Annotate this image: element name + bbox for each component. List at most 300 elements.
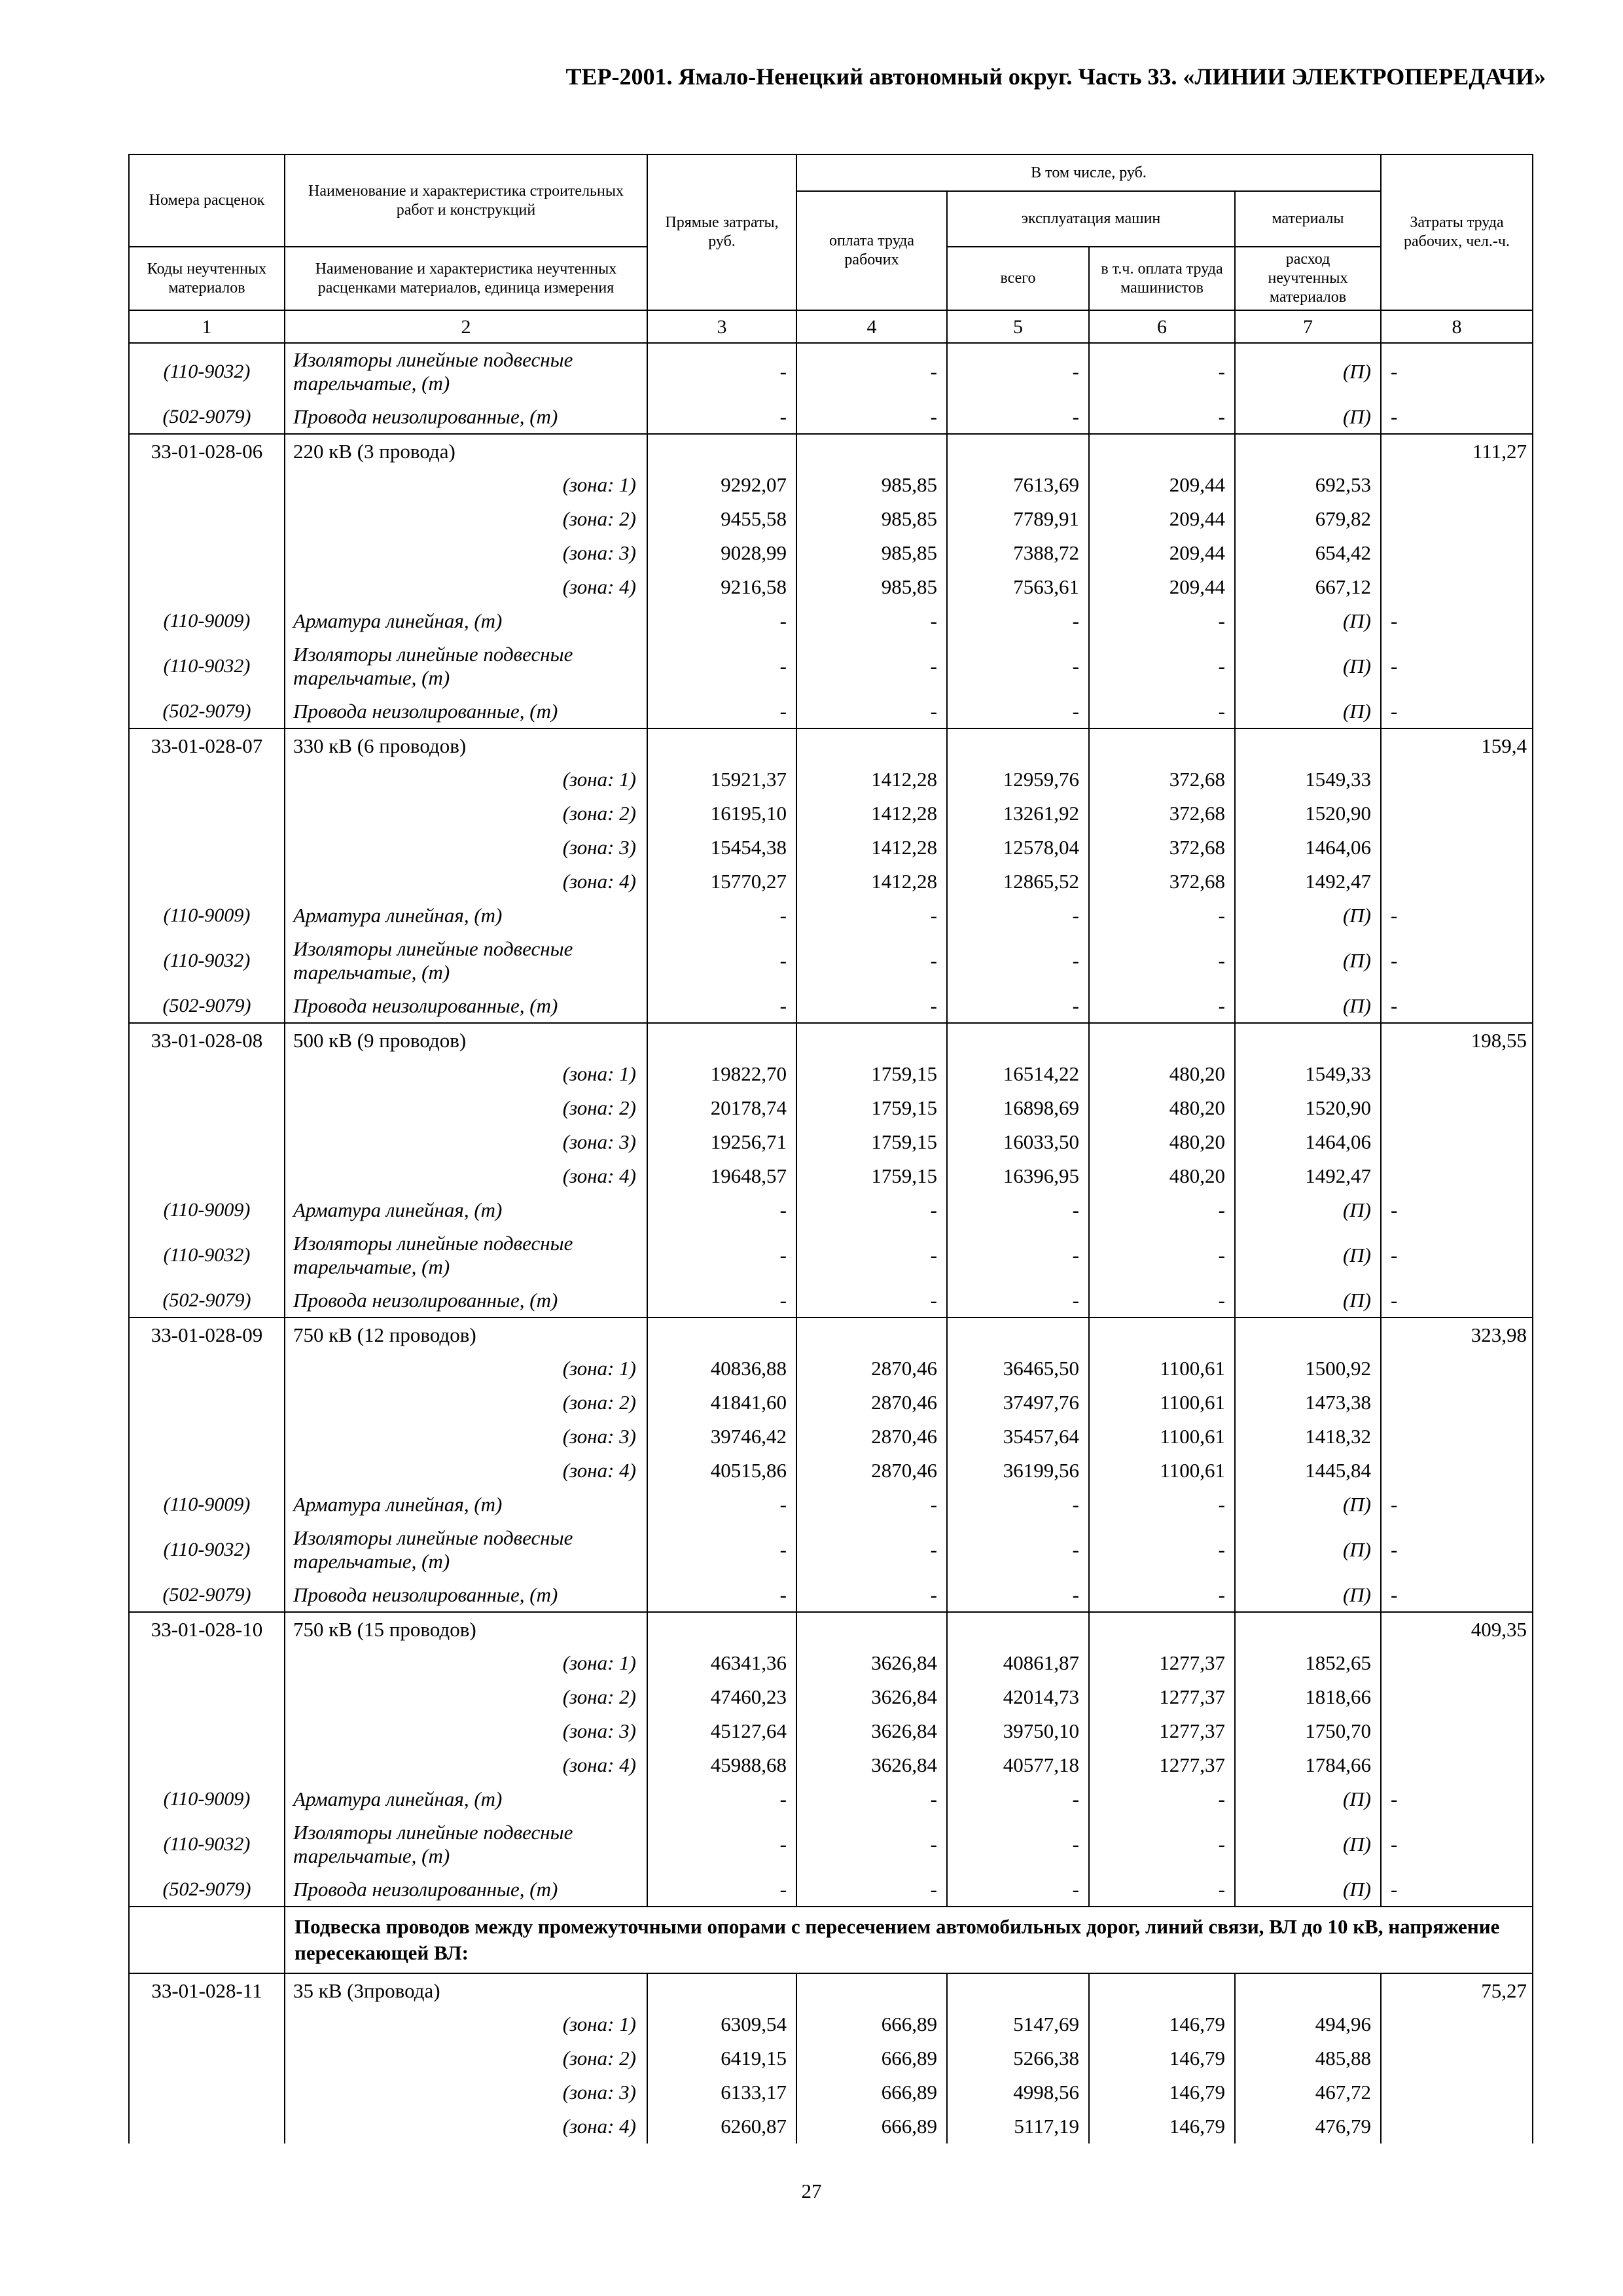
value-cell: 476,79 bbox=[1235, 2109, 1381, 2144]
zone-row bbox=[129, 570, 1533, 604]
material-description: Провода неизолированные, (т) bbox=[285, 1873, 647, 1907]
labor-hours-empty bbox=[1381, 1057, 1533, 1091]
value-cell: 1520,90 bbox=[1235, 797, 1381, 831]
dash-cell: - bbox=[647, 1522, 796, 1578]
section-title: Подвеска проводов между промежуточными опорами с пересечением автомобильных дорог, линий связи, ВЛ до 10 кВ, напряжение пересекающей ВЛ: bbox=[285, 1907, 1533, 1973]
material-row bbox=[129, 1193, 1533, 1227]
value-cell: 1100,61 bbox=[1089, 1352, 1235, 1386]
zone-label: (зона: 3) bbox=[285, 2075, 647, 2109]
labor-hours-empty bbox=[1381, 2007, 1533, 2041]
value-cell: 1464,06 bbox=[1235, 1125, 1381, 1159]
dash-cell: - bbox=[647, 1816, 796, 1873]
header-work-description: Наименование и характеристика строительных работ и конструкций bbox=[285, 154, 647, 247]
value-cell: 37497,76 bbox=[947, 1386, 1089, 1420]
value-cell: 1418,32 bbox=[1235, 1420, 1381, 1454]
dash-cell: - bbox=[1089, 1578, 1235, 1612]
value-cell-empty bbox=[1089, 1612, 1235, 1646]
zone-label: (зона: 1) bbox=[285, 1057, 647, 1091]
value-cell: 1464,06 bbox=[1235, 831, 1381, 865]
value-cell-empty bbox=[947, 1318, 1089, 1352]
zone-row bbox=[129, 1420, 1533, 1454]
rate-code: 33-01-028-09 bbox=[129, 1318, 285, 1352]
dash-cell: - bbox=[796, 638, 947, 694]
page-number: 27 bbox=[801, 2179, 822, 2202]
value-cell-empty bbox=[647, 1612, 796, 1646]
value-cell: 39746,42 bbox=[647, 1420, 796, 1454]
code-cell-empty bbox=[129, 1352, 285, 1386]
section-header-row bbox=[129, 1907, 1533, 1973]
dash-cell: - bbox=[1381, 933, 1533, 989]
zone-row bbox=[129, 865, 1533, 899]
dash-cell: - bbox=[1089, 1193, 1235, 1227]
value-cell: 40577,18 bbox=[947, 1748, 1089, 1782]
value-cell: 985,85 bbox=[796, 502, 947, 536]
rate-row bbox=[129, 434, 1533, 468]
material-code: (110-9009) bbox=[129, 1782, 285, 1816]
p-marker: (П) bbox=[1235, 899, 1381, 933]
value-cell: 16514,22 bbox=[947, 1057, 1089, 1091]
material-row bbox=[129, 1578, 1533, 1612]
rate-description: 220 кВ (3 провода) bbox=[285, 434, 647, 468]
dash-cell: - bbox=[1089, 694, 1235, 728]
rate-row bbox=[129, 1023, 1533, 1057]
dash-cell: - bbox=[1089, 989, 1235, 1023]
code-cell-empty bbox=[129, 1714, 285, 1748]
code-cell-empty bbox=[129, 502, 285, 536]
value-cell: 7388,72 bbox=[947, 536, 1089, 570]
value-cell: 7789,91 bbox=[947, 502, 1089, 536]
value-cell: 3626,84 bbox=[796, 1646, 947, 1680]
code-cell-empty bbox=[129, 2041, 285, 2075]
labor-hours-value: 111,27 bbox=[1381, 434, 1533, 468]
labor-hours-empty bbox=[1381, 2041, 1533, 2075]
labor-hours-empty bbox=[1381, 1125, 1533, 1159]
header-machines-total: всего bbox=[947, 247, 1089, 310]
dash-cell: - bbox=[947, 899, 1089, 933]
value-cell: 5266,38 bbox=[947, 2041, 1089, 2075]
value-cell-empty bbox=[647, 1023, 796, 1057]
value-cell: 1784,66 bbox=[1235, 1748, 1381, 1782]
dash-cell: - bbox=[796, 604, 947, 638]
value-cell: 5117,19 bbox=[947, 2109, 1089, 2144]
value-cell: 45988,68 bbox=[647, 1748, 796, 1782]
value-cell: 40836,88 bbox=[647, 1352, 796, 1386]
dash-cell: - bbox=[947, 1578, 1089, 1612]
code-cell-empty bbox=[129, 1091, 285, 1125]
labor-hours-empty bbox=[1381, 1714, 1533, 1748]
value-cell: 372,68 bbox=[1089, 865, 1235, 899]
dash-cell: - bbox=[647, 899, 796, 933]
value-cell-empty bbox=[796, 1612, 947, 1646]
zone-label: (зона: 4) bbox=[285, 570, 647, 604]
header-machinists-pay: в т.ч. оплата труда машинистов bbox=[1089, 247, 1235, 310]
value-cell: 3626,84 bbox=[796, 1680, 947, 1714]
value-cell: 1759,15 bbox=[796, 1057, 947, 1091]
material-description: Провода неизолированные, (т) bbox=[285, 1283, 647, 1318]
value-cell-empty bbox=[1089, 728, 1235, 762]
material-code: (110-9032) bbox=[129, 638, 285, 694]
dash-cell: - bbox=[1089, 1873, 1235, 1907]
value-cell-empty bbox=[796, 1023, 947, 1057]
value-cell-empty bbox=[1235, 1318, 1381, 1352]
dash-cell: - bbox=[796, 1522, 947, 1578]
material-description: Провода неизолированные, (т) bbox=[285, 1578, 647, 1612]
zone-label: (зона: 1) bbox=[285, 1646, 647, 1680]
dash-cell: - bbox=[796, 1193, 947, 1227]
labor-hours-empty bbox=[1381, 797, 1533, 831]
value-cell: 12578,04 bbox=[947, 831, 1089, 865]
value-cell: 209,44 bbox=[1089, 468, 1235, 502]
dash-cell: - bbox=[1381, 400, 1533, 434]
code-cell-empty bbox=[129, 865, 285, 899]
dash-cell: - bbox=[647, 989, 796, 1023]
value-cell: 6260,87 bbox=[647, 2109, 796, 2144]
rate-code: 33-01-028-08 bbox=[129, 1023, 285, 1057]
rate-row bbox=[129, 1612, 1533, 1646]
header-labor-costs: Затраты труда рабочих, чел.-ч. bbox=[1381, 154, 1533, 310]
value-cell: 372,68 bbox=[1089, 831, 1235, 865]
material-code: (502-9079) bbox=[129, 400, 285, 434]
rate-code: 33-01-028-11 bbox=[129, 1973, 285, 2007]
value-cell: 209,44 bbox=[1089, 536, 1235, 570]
rate-row bbox=[129, 1318, 1533, 1352]
rate-description: 500 кВ (9 проводов) bbox=[285, 1023, 647, 1057]
value-cell: 47460,23 bbox=[647, 1680, 796, 1714]
value-cell: 480,20 bbox=[1089, 1159, 1235, 1193]
zone-label: (зона: 4) bbox=[285, 2109, 647, 2144]
dash-cell: - bbox=[1381, 604, 1533, 638]
code-cell-empty bbox=[129, 797, 285, 831]
p-marker: (П) bbox=[1235, 343, 1381, 400]
labor-hours-empty bbox=[1381, 570, 1533, 604]
value-cell: 985,85 bbox=[796, 536, 947, 570]
p-marker: (П) bbox=[1235, 1227, 1381, 1283]
value-cell-empty bbox=[796, 1973, 947, 2007]
material-description: Изоляторы линейные подвесные тарельчатые, (т) bbox=[285, 1227, 647, 1283]
zone-label: (зона: 1) bbox=[285, 468, 647, 502]
zone-label: (зона: 2) bbox=[285, 1680, 647, 1714]
value-cell: 985,85 bbox=[796, 570, 947, 604]
material-row bbox=[129, 1816, 1533, 1873]
value-cell-empty bbox=[796, 434, 947, 468]
labor-hours-empty bbox=[1381, 1091, 1533, 1125]
dash-cell: - bbox=[647, 343, 796, 400]
code-cell-empty bbox=[129, 1057, 285, 1091]
value-cell: 19822,70 bbox=[647, 1057, 796, 1091]
p-marker: (П) bbox=[1235, 400, 1381, 434]
material-description: Изоляторы линейные подвесные тарельчатые, (т) bbox=[285, 1816, 647, 1873]
value-cell-empty bbox=[947, 728, 1089, 762]
zone-row bbox=[129, 1454, 1533, 1488]
zone-row bbox=[129, 1091, 1533, 1125]
value-cell: 146,79 bbox=[1089, 2041, 1235, 2075]
value-cell: 480,20 bbox=[1089, 1125, 1235, 1159]
code-cell-empty bbox=[129, 762, 285, 797]
page-header: ТЕР-2001. Ямало-Ненецкий автономный округ. Часть 33. «ЛИНИИ ЭЛЕКТРОПЕРЕДАЧИ» bbox=[565, 63, 1546, 90]
material-code: (110-9032) bbox=[129, 933, 285, 989]
p-marker: (П) bbox=[1235, 1283, 1381, 1318]
header-workers-pay: оплата труда рабочих bbox=[796, 191, 947, 310]
p-marker: (П) bbox=[1235, 1816, 1381, 1873]
dash-cell: - bbox=[647, 400, 796, 434]
value-cell-empty bbox=[1089, 434, 1235, 468]
p-marker: (П) bbox=[1235, 1522, 1381, 1578]
dash-cell: - bbox=[947, 604, 1089, 638]
value-cell: 1277,37 bbox=[1089, 1714, 1235, 1748]
value-cell-empty bbox=[1235, 434, 1381, 468]
value-cell-empty bbox=[647, 1973, 796, 2007]
zone-row bbox=[129, 1057, 1533, 1091]
value-cell: 666,89 bbox=[796, 2041, 947, 2075]
value-cell: 15454,38 bbox=[647, 831, 796, 865]
zone-label: (зона: 4) bbox=[285, 865, 647, 899]
value-cell: 3626,84 bbox=[796, 1748, 947, 1782]
labor-hours-empty bbox=[1381, 2075, 1533, 2109]
material-row bbox=[129, 1522, 1533, 1578]
material-description: Изоляторы линейные подвесные тарельчатые, (т) bbox=[285, 933, 647, 989]
material-code: (502-9079) bbox=[129, 1283, 285, 1318]
code-cell-empty bbox=[129, 1159, 285, 1193]
rate-table bbox=[128, 154, 1533, 2144]
p-marker: (П) bbox=[1235, 1873, 1381, 1907]
value-cell: 12865,52 bbox=[947, 865, 1089, 899]
labor-hours-value: 159,4 bbox=[1381, 728, 1533, 762]
value-cell: 2870,46 bbox=[796, 1454, 947, 1488]
material-row bbox=[129, 1227, 1533, 1283]
material-code: (110-9009) bbox=[129, 1488, 285, 1522]
material-description: Арматура линейная, (т) bbox=[285, 604, 647, 638]
code-cell-empty bbox=[129, 1125, 285, 1159]
value-cell: 485,88 bbox=[1235, 2041, 1381, 2075]
dash-cell: - bbox=[947, 989, 1089, 1023]
dash-cell: - bbox=[796, 899, 947, 933]
zone-row bbox=[129, 1386, 1533, 1420]
dash-cell: - bbox=[647, 1578, 796, 1612]
labor-hours-value: 75,27 bbox=[1381, 1973, 1533, 2007]
value-cell: 1549,33 bbox=[1235, 1057, 1381, 1091]
rate-table-body bbox=[129, 343, 1533, 2144]
dash-cell: - bbox=[1089, 933, 1235, 989]
zone-row bbox=[129, 797, 1533, 831]
dash-cell: - bbox=[1381, 899, 1533, 933]
p-marker: (П) bbox=[1235, 933, 1381, 989]
header-material-description: Наименование и характеристика неучтенных расценками материалов, единица измерения bbox=[285, 247, 647, 310]
value-cell-empty bbox=[796, 728, 947, 762]
dash-cell: - bbox=[1089, 1782, 1235, 1816]
value-cell: 6133,17 bbox=[647, 2075, 796, 2109]
value-cell: 36199,56 bbox=[947, 1454, 1089, 1488]
code-cell-empty bbox=[129, 536, 285, 570]
dash-cell: - bbox=[1089, 1227, 1235, 1283]
rate-row bbox=[129, 728, 1533, 762]
code-cell-empty bbox=[129, 2075, 285, 2109]
value-cell: 20178,74 bbox=[647, 1091, 796, 1125]
table-header bbox=[129, 154, 1533, 343]
dash-cell: - bbox=[1381, 1283, 1533, 1318]
material-row bbox=[129, 1488, 1533, 1522]
dash-cell: - bbox=[796, 1488, 947, 1522]
zone-label: (зона: 3) bbox=[285, 831, 647, 865]
dash-cell: - bbox=[1381, 1816, 1533, 1873]
rate-code: 33-01-028-10 bbox=[129, 1612, 285, 1646]
value-cell: 654,42 bbox=[1235, 536, 1381, 570]
dash-cell: - bbox=[796, 400, 947, 434]
zone-label: (зона: 2) bbox=[285, 2041, 647, 2075]
code-cell-empty bbox=[129, 468, 285, 502]
dash-cell: - bbox=[796, 933, 947, 989]
dash-cell: - bbox=[1089, 1522, 1235, 1578]
zone-label: (зона: 4) bbox=[285, 1748, 647, 1782]
value-cell: 16195,10 bbox=[647, 797, 796, 831]
column-number: 2 bbox=[285, 310, 647, 343]
value-cell: 19648,57 bbox=[647, 1159, 796, 1193]
material-row bbox=[129, 694, 1533, 728]
dash-cell: - bbox=[947, 343, 1089, 400]
value-cell: 146,79 bbox=[1089, 2007, 1235, 2041]
value-cell: 6309,54 bbox=[647, 2007, 796, 2041]
material-row bbox=[129, 604, 1533, 638]
value-cell: 45127,64 bbox=[647, 1714, 796, 1748]
dash-cell: - bbox=[1089, 1816, 1235, 1873]
value-cell-empty bbox=[1235, 1973, 1381, 2007]
material-row bbox=[129, 400, 1533, 434]
material-description: Арматура линейная, (т) bbox=[285, 1488, 647, 1522]
value-cell: 467,72 bbox=[1235, 2075, 1381, 2109]
header-including: В том числе, руб. bbox=[796, 154, 1381, 191]
dash-cell: - bbox=[647, 1227, 796, 1283]
labor-hours-empty bbox=[1381, 865, 1533, 899]
labor-hours-value: 323,98 bbox=[1381, 1318, 1533, 1352]
dash-cell: - bbox=[947, 1522, 1089, 1578]
labor-hours-value: 198,55 bbox=[1381, 1023, 1533, 1057]
zone-label: (зона: 1) bbox=[285, 2007, 647, 2041]
dash-cell: - bbox=[947, 1782, 1089, 1816]
material-description: Изоляторы линейные подвесные тарельчатые, (т) bbox=[285, 638, 647, 694]
p-marker: (П) bbox=[1235, 1782, 1381, 1816]
code-cell-empty bbox=[129, 1680, 285, 1714]
header-materials: материалы bbox=[1235, 191, 1381, 247]
dash-cell: - bbox=[947, 400, 1089, 434]
p-marker: (П) bbox=[1235, 604, 1381, 638]
dash-cell: - bbox=[796, 1782, 947, 1816]
value-cell-empty bbox=[796, 1318, 947, 1352]
code-cell-empty bbox=[129, 2109, 285, 2144]
header-row-1 bbox=[129, 154, 1533, 191]
dash-cell: - bbox=[647, 1283, 796, 1318]
value-cell-empty bbox=[1235, 1023, 1381, 1057]
dash-cell: - bbox=[647, 1193, 796, 1227]
dash-cell: - bbox=[1381, 1522, 1533, 1578]
zone-label: (зона: 2) bbox=[285, 797, 647, 831]
value-cell: 35457,64 bbox=[947, 1420, 1089, 1454]
zone-row bbox=[129, 1646, 1533, 1680]
header-direct-costs: Прямые затраты, руб. bbox=[647, 154, 796, 310]
dash-cell: - bbox=[647, 604, 796, 638]
value-cell-empty bbox=[1089, 1318, 1235, 1352]
dash-cell: - bbox=[647, 1488, 796, 1522]
dash-cell: - bbox=[1381, 694, 1533, 728]
column-number: 4 bbox=[796, 310, 947, 343]
material-code: (110-9009) bbox=[129, 1193, 285, 1227]
value-cell: 209,44 bbox=[1089, 570, 1235, 604]
value-cell: 13261,92 bbox=[947, 797, 1089, 831]
zone-label: (зона: 2) bbox=[285, 1091, 647, 1125]
dash-cell: - bbox=[947, 1488, 1089, 1522]
labor-hours-value: 409,35 bbox=[1381, 1612, 1533, 1646]
dash-cell: - bbox=[947, 638, 1089, 694]
header-machines: эксплуатация машин bbox=[947, 191, 1235, 247]
zone-label: (зона: 1) bbox=[285, 1352, 647, 1386]
value-cell: 1412,28 bbox=[796, 797, 947, 831]
dash-cell: - bbox=[1089, 899, 1235, 933]
p-marker: (П) bbox=[1235, 1193, 1381, 1227]
material-code: (502-9079) bbox=[129, 1873, 285, 1907]
material-description: Арматура линейная, (т) bbox=[285, 1782, 647, 1816]
dash-cell: - bbox=[1089, 604, 1235, 638]
header-rate-numbers: Номера расценок bbox=[129, 154, 285, 247]
dash-cell: - bbox=[1381, 1193, 1533, 1227]
value-cell-empty bbox=[647, 1318, 796, 1352]
code-cell-empty bbox=[129, 1420, 285, 1454]
value-cell: 4998,56 bbox=[947, 2075, 1089, 2109]
labor-hours-empty bbox=[1381, 1454, 1533, 1488]
p-marker: (П) bbox=[1235, 989, 1381, 1023]
dash-cell: - bbox=[647, 1873, 796, 1907]
value-cell: 6419,15 bbox=[647, 2041, 796, 2075]
value-cell: 16396,95 bbox=[947, 1159, 1089, 1193]
zone-row bbox=[129, 1680, 1533, 1714]
value-cell: 1277,37 bbox=[1089, 1680, 1235, 1714]
value-cell: 480,20 bbox=[1089, 1091, 1235, 1125]
dash-cell: - bbox=[1089, 343, 1235, 400]
value-cell: 40515,86 bbox=[647, 1454, 796, 1488]
material-code: (110-9009) bbox=[129, 899, 285, 933]
labor-hours-empty bbox=[1381, 1748, 1533, 1782]
dash-cell: - bbox=[947, 933, 1089, 989]
value-cell: 666,89 bbox=[796, 2075, 947, 2109]
dash-cell: - bbox=[796, 1227, 947, 1283]
code-cell-empty bbox=[129, 1748, 285, 1782]
value-cell: 1100,61 bbox=[1089, 1454, 1235, 1488]
value-cell: 985,85 bbox=[796, 468, 947, 502]
p-marker: (П) bbox=[1235, 1488, 1381, 1522]
value-cell: 1492,47 bbox=[1235, 865, 1381, 899]
value-cell: 146,79 bbox=[1089, 2109, 1235, 2144]
dash-cell: - bbox=[1089, 638, 1235, 694]
value-cell: 2870,46 bbox=[796, 1386, 947, 1420]
value-cell: 39750,10 bbox=[947, 1714, 1089, 1748]
zone-label: (зона: 1) bbox=[285, 762, 647, 797]
value-cell: 480,20 bbox=[1089, 1057, 1235, 1091]
dash-cell: - bbox=[796, 1283, 947, 1318]
value-cell-empty bbox=[947, 1973, 1089, 2007]
value-cell: 36465,50 bbox=[947, 1352, 1089, 1386]
value-cell: 3626,84 bbox=[796, 1714, 947, 1748]
dash-cell: - bbox=[1381, 1578, 1533, 1612]
value-cell-empty bbox=[947, 1023, 1089, 1057]
value-cell: 16033,50 bbox=[947, 1125, 1089, 1159]
labor-hours-empty bbox=[1381, 536, 1533, 570]
dash-cell: - bbox=[647, 638, 796, 694]
zone-row bbox=[129, 2041, 1533, 2075]
zone-label: (зона: 2) bbox=[285, 1386, 647, 1420]
header-material-codes: Коды неучтенных материалов bbox=[129, 247, 285, 310]
rate-description: 750 кВ (12 проводов) bbox=[285, 1318, 647, 1352]
value-cell: 1750,70 bbox=[1235, 1714, 1381, 1748]
value-cell: 372,68 bbox=[1089, 797, 1235, 831]
dash-cell: - bbox=[1089, 1488, 1235, 1522]
material-row bbox=[129, 1283, 1533, 1318]
